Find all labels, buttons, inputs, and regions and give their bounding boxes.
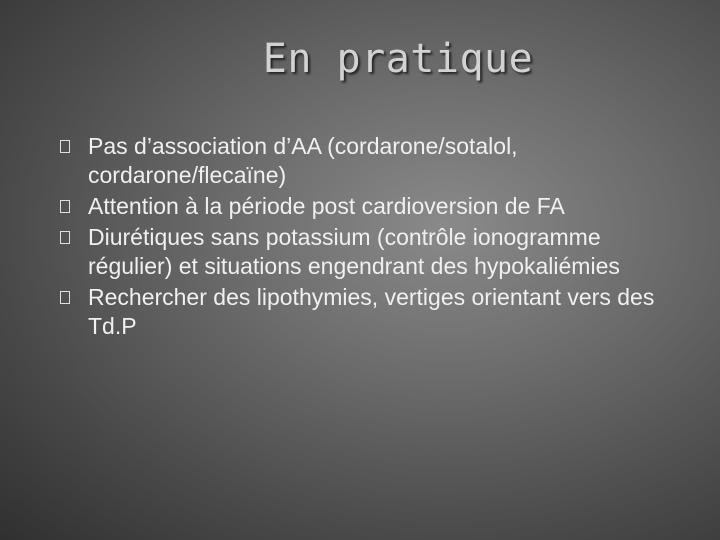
square-bullet-icon [60,291,70,304]
bullet-item [60,223,670,281]
square-bullet-icon [60,231,70,244]
bullet-text: Diurétiques sans potassium (contrôle ionogramme régulier) et situations engendrant des hypokaliémies [88,224,620,279]
bullet-item [60,283,670,341]
square-bullet-icon [60,200,70,213]
square-bullet-icon [60,140,70,153]
bullet-list [60,132,670,343]
bullet-text: Rechercher des lipothymies, vertiges orientant vers des Td.P [88,284,655,339]
bullet-text: Attention à la période post cardioversion de FA [88,193,565,219]
bullet-item [60,192,670,221]
slide-title: En pratique [262,36,534,82]
bullet-text: Pas d’association d’AA (cordarone/sotalol, cordarone/flecaïne) [88,133,518,188]
bullet-item [60,132,670,190]
